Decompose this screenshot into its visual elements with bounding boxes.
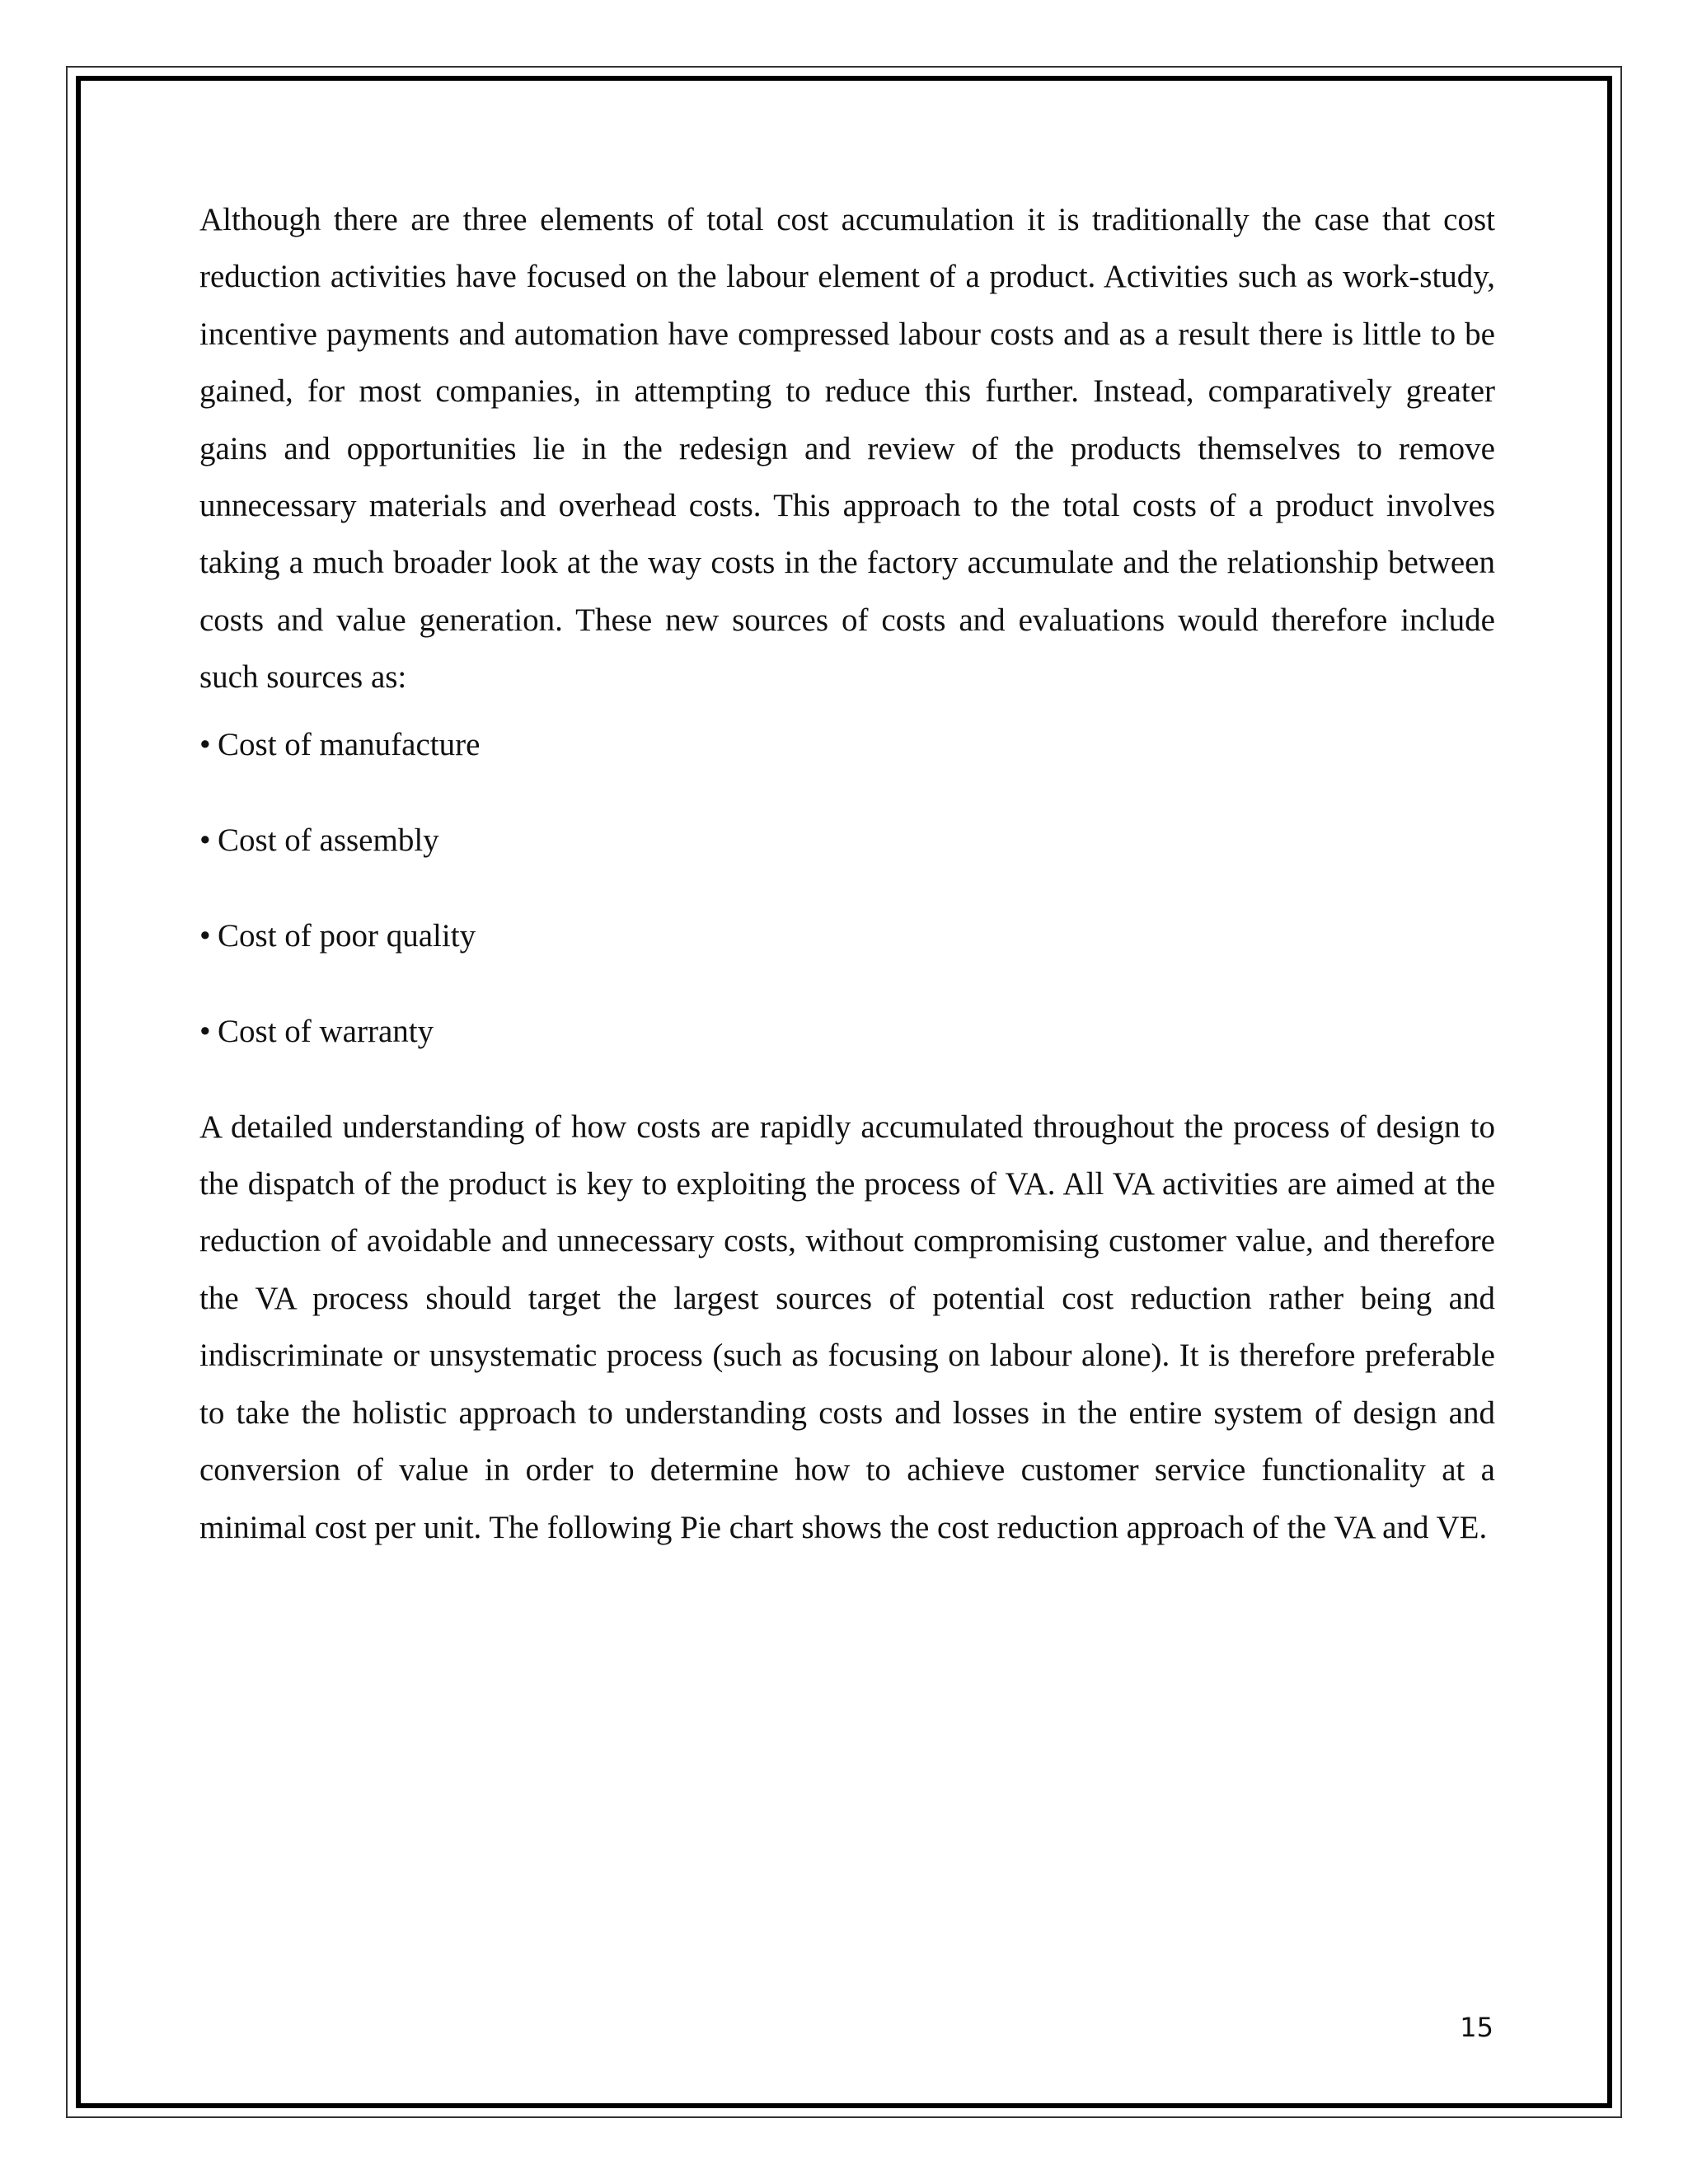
page-number: 15 (1460, 2012, 1493, 2043)
list-item (199, 1003, 1495, 1099)
bullet-marker: • (199, 1013, 211, 1049)
list-item-label: Cost of assembly (218, 822, 439, 858)
list-item (199, 907, 1495, 1003)
bullet-marker: • (199, 726, 211, 762)
list-item-label: Cost of warranty (218, 1013, 434, 1049)
list-item (199, 812, 1495, 907)
page-content (199, 191, 1495, 1556)
intro-paragraph: Although there are three elements of total cost accumulation it is traditionally the case that cost reduction activities have focused on the labour element of a product. Activities such as work-study, incentive payments and automation have compressed labour costs and as a result there is little to be gained, for most companies, in attempting to reduce this further. Instead, comparatively greater gains and opportunities lie in the redesign and review of the products themselves to remove unnecessary materials and overhead costs. This approach to the total costs of a product involves taking a much broader look at the way costs in the factory accumulate and the relationship between costs and value generation. These new sources of costs and evaluations would therefore include such sources as: (199, 202, 1495, 696)
bullet-marker: • (199, 822, 211, 858)
list-item (199, 716, 1495, 812)
list-item-label: Cost of manufacture (218, 726, 481, 762)
list-item-label: Cost of poor quality (218, 917, 476, 954)
cost-sources-list (199, 716, 1495, 1099)
bullet-marker: • (199, 917, 211, 954)
conclusion-paragraph: A detailed understanding of how costs are rapidly accumulated throughout the process of design to the dispatch of the product is key to exploiting the process of VA. All VA activities are aimed at the reduction of avoidable and unnecessary costs, without compromising customer value, and therefore the VA process should target the largest sources of potential cost reduction rather being and indiscriminate or unsystematic process (such as focusing on labour alone). It is therefore preferable to take the holistic approach to understanding costs and losses in the entire system of design and conversion of value in order to determine how to achieve customer service functionality at a minimal cost per unit. The following Pie chart shows the cost reduction approach of the VA and VE. (199, 1108, 1495, 1545)
